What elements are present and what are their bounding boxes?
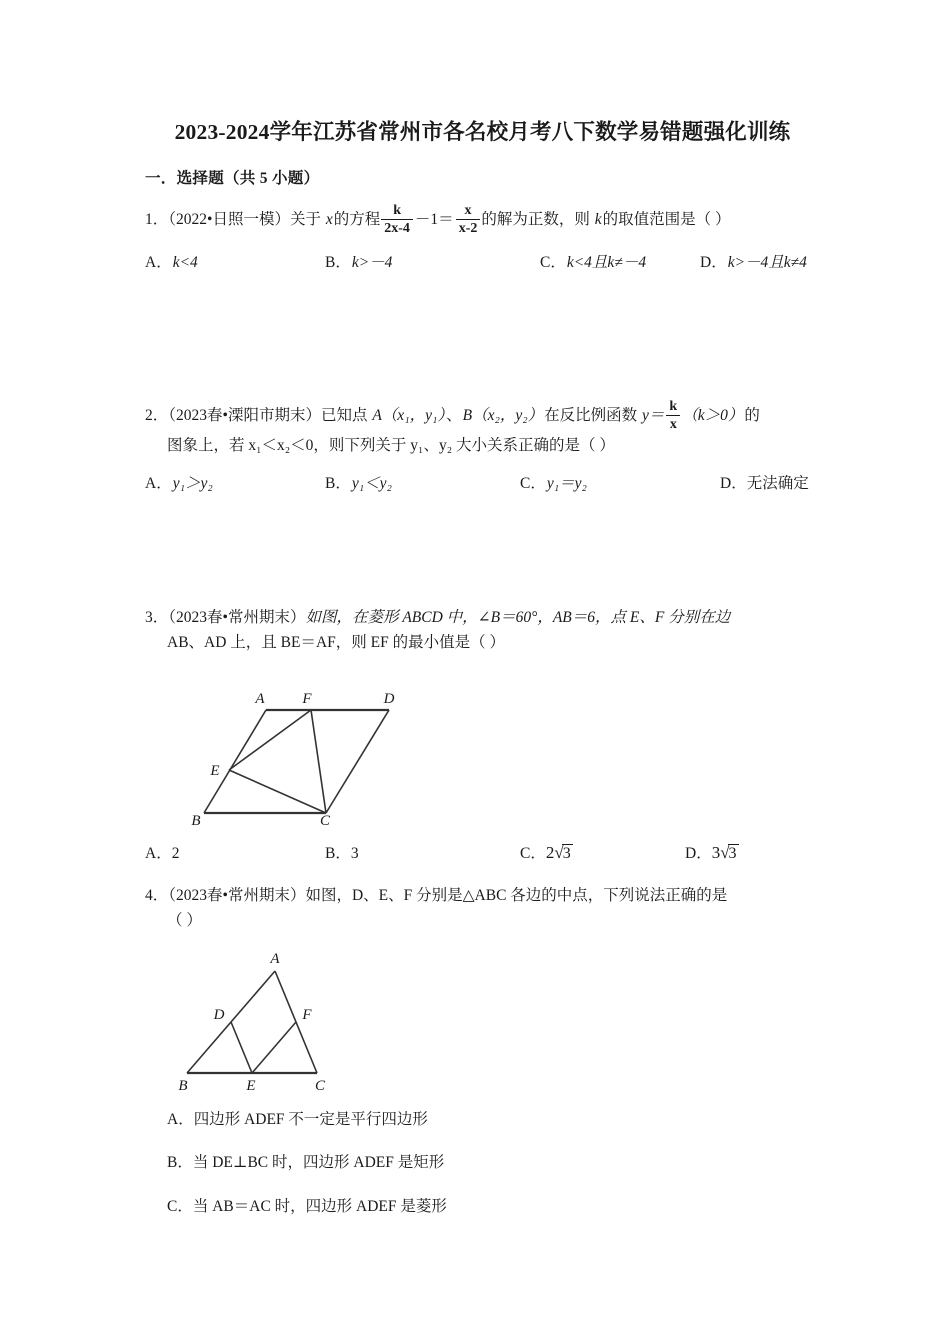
vertex-label-E: E: [210, 763, 220, 780]
triangle-abc-svg: [165, 943, 395, 1093]
question-3-text-a: 如图，在菱形 ABCD 中，∠B＝60°，AB＝6，点 E、F 分别在边: [305, 609, 731, 627]
question-2-number: 2．: [145, 407, 169, 425]
question-2-option-a[interactable]: A．y₁＞y₂: [145, 475, 213, 493]
question-2-condition: （k＞0）: [682, 407, 744, 425]
vertex-label-C: C: [319, 813, 331, 826]
question-1-fraction-right: [456, 203, 481, 236]
question-2-options: [145, 472, 820, 497]
segment-AB: [204, 710, 266, 813]
fraction-denominator: x: [669, 417, 677, 433]
vertex-label-D: D: [383, 691, 395, 708]
page-title: 2023-2024学年江苏省常州市各名校月考八下数学易错题强化训练: [174, 120, 791, 144]
question-2-stem-line-1: [145, 400, 820, 433]
fraction-denominator: x-2: [458, 221, 478, 237]
question-2-stem-line-2: 图象上，若 x₁＜x₂＜0，则下列关于 y₁、y₂ 大小关系正确的是（ ）: [167, 437, 615, 455]
segment-FC: [311, 710, 326, 813]
question-2-func-lead: y＝: [642, 407, 665, 425]
question-4-figure: [145, 943, 820, 1093]
question-1-number: 1．: [145, 211, 169, 229]
question-4-option-a[interactable]: A．四边形 ADEF 不一定是平行四边形: [167, 1111, 428, 1129]
question-2-fraction: [666, 399, 680, 432]
question-3: [145, 605, 820, 867]
question-3-option-b[interactable]: B．3: [325, 845, 359, 863]
question-3-number: 3．: [145, 609, 169, 627]
question-4: [145, 883, 820, 1219]
question-3-stem-line-1: [145, 605, 820, 630]
spacer-after-question-2: [145, 497, 820, 589]
question-4-options: [145, 1107, 820, 1218]
question-2-point-b: B（x₂，y₂）: [462, 407, 544, 425]
question-2-source: （2023春•溧阳市期末）: [168, 407, 321, 425]
question-2-option-c[interactable]: C．y₁＝y₂: [520, 475, 587, 493]
vertex-label-D: D: [213, 1007, 225, 1024]
rhombus-abcd-svg: [165, 665, 425, 825]
question-1-stem: [145, 204, 820, 237]
question-3-option-d[interactable]: D．3√3: [685, 839, 739, 867]
question-1-option-c[interactable]: C．k<4且k≠－4: [540, 254, 647, 272]
segment-DC: [326, 710, 389, 813]
vertex-label-C: C: [314, 1078, 326, 1094]
question-1-text-d: 的取值范围是（ ）: [602, 211, 731, 229]
question-4-option-c[interactable]: C．当 AB＝AC 时，四边形 ADEF 是菱形: [167, 1197, 447, 1215]
segment-EF: [252, 1022, 296, 1073]
vertex-label-A: A: [255, 691, 265, 708]
question-1: [145, 204, 820, 276]
vertex-label-E: E: [246, 1078, 256, 1094]
question-3-option-a[interactable]: A．2: [145, 845, 180, 863]
question-4-stem-line-2: （ ）: [167, 912, 202, 930]
vertex-label-A: A: [270, 951, 280, 968]
question-2-dot: 、: [446, 407, 462, 425]
question-1-text-b: 的方程: [333, 211, 381, 229]
question-2: [145, 400, 820, 497]
vertex-label-B: B: [191, 813, 201, 826]
question-1-option-d[interactable]: D．k>－4且k≠4: [700, 254, 807, 272]
fraction-numerator: k: [666, 399, 680, 416]
radical-3-sqrt-3: 3√3: [711, 843, 737, 863]
fraction-denominator: 2x-4: [384, 221, 410, 237]
section-header: 一．选择题（共 5 小题）: [145, 170, 320, 187]
spacer-after-question-1: [145, 276, 820, 384]
fraction-numerator: k: [381, 203, 413, 220]
segment-EC: [229, 770, 326, 813]
segment-DE: [231, 1022, 252, 1073]
question-4-source: （2023春•常州期末）: [168, 887, 306, 905]
question-4-number: 4．: [145, 887, 169, 905]
question-2-text-a: 已知点: [320, 407, 368, 425]
question-1-source: （2022•日照一模）: [168, 211, 290, 229]
fraction-numerator: x: [456, 203, 481, 220]
question-3-options: [145, 839, 820, 867]
question-3-source: （2023春•常州期末）: [168, 609, 306, 627]
segment-EF: [229, 710, 311, 770]
question-1-text-c: 的解为正数，则: [481, 211, 590, 229]
question-2-option-b[interactable]: B．y₁＜y₂: [325, 475, 392, 493]
vertex-label-F: F: [302, 1007, 312, 1024]
question-1-option-a[interactable]: A．k<4: [145, 254, 198, 272]
question-2-point-a: A（x₁，y₁）: [372, 407, 446, 425]
question-1-text-a: 关于: [289, 211, 321, 229]
question-4-option-b[interactable]: B．当 DE⊥BC 时，四边形 ADEF 是矩形: [167, 1154, 445, 1172]
question-4-stem-line-1: [145, 883, 820, 908]
question-4-text-a: 如图，D、E、F 分别是△ABC 各边的中点，下列说法正确的是: [305, 887, 728, 905]
question-3-option-c[interactable]: C．2√3: [520, 839, 685, 867]
question-3-stem-line-2: AB、AD 上，且 BE＝AF，则 EF 的最小值是（ ）: [167, 634, 506, 652]
question-2-option-d[interactable]: D．无法确定: [720, 475, 809, 493]
vertex-label-B: B: [178, 1078, 188, 1094]
question-1-option-b[interactable]: B．k>－4: [325, 254, 393, 272]
question-1-var-x: x: [325, 211, 333, 229]
question-3-figure: [145, 665, 820, 825]
question-1-var-k: k: [594, 211, 602, 229]
question-2-text-b: 在反比例函数: [544, 407, 638, 425]
radical-2-sqrt-3: 2√3: [545, 843, 571, 863]
question-1-options: [145, 251, 820, 276]
question-1-minus-equals: －1＝: [414, 211, 454, 229]
vertex-label-F: F: [302, 691, 312, 708]
question-2-text-c: 的: [744, 407, 760, 425]
question-1-fraction-left: [381, 203, 413, 236]
